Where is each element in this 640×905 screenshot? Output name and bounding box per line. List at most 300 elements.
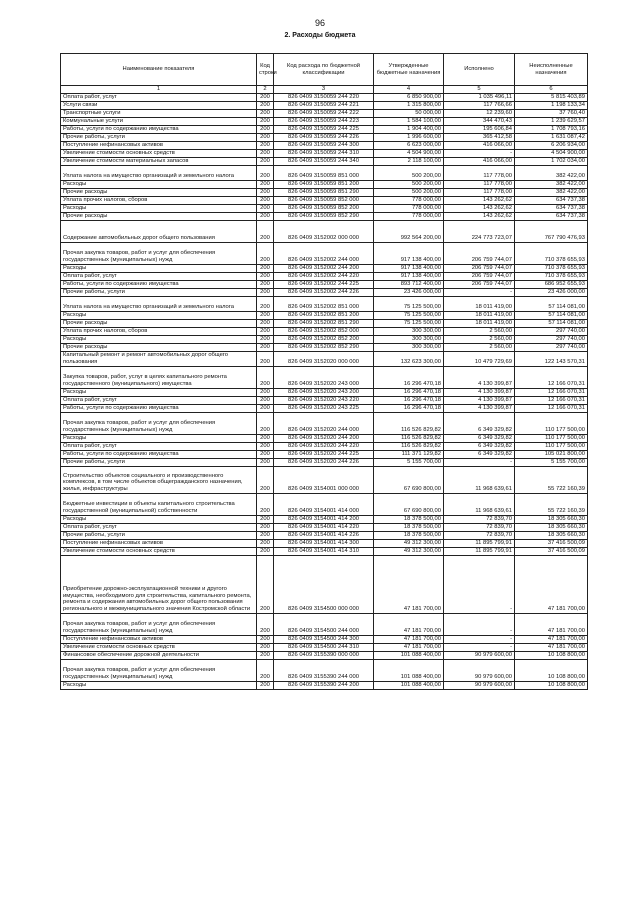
row-line-code: 200 bbox=[257, 288, 274, 296]
row-done: 4 130 399,87 bbox=[444, 388, 515, 396]
row-approved: 917 138 400,00 bbox=[374, 242, 444, 264]
row-left: 47 181 700,00 bbox=[515, 643, 588, 651]
row-line-code: 200 bbox=[257, 659, 274, 681]
row-done: 206 759 744,07 bbox=[444, 280, 515, 288]
row-name: Прочие работы, услуги bbox=[61, 531, 257, 539]
table-row bbox=[61, 366, 588, 388]
row-approved: 132 623 300,00 bbox=[374, 351, 444, 366]
row-approved: 47 181 700,00 bbox=[374, 635, 444, 643]
table-row bbox=[61, 196, 588, 204]
row-name: Прочие расходы bbox=[61, 188, 257, 196]
table-row bbox=[61, 523, 588, 531]
row-approved: 992 564 200,00 bbox=[374, 220, 444, 242]
row-name: Работы, услуги по содержанию имущества bbox=[61, 450, 257, 458]
row-approved: 1 904 400,00 bbox=[374, 125, 444, 133]
table-row bbox=[61, 450, 588, 458]
row-approved: 18 378 500,00 bbox=[374, 515, 444, 523]
row-approved: 75 125 500,00 bbox=[374, 311, 444, 319]
row-approved: 300 300,00 bbox=[374, 335, 444, 343]
table-row bbox=[61, 434, 588, 442]
row-line-code: 200 bbox=[257, 149, 274, 157]
row-left: 122 143 570,31 bbox=[515, 351, 588, 366]
row-left: 18 305 660,30 bbox=[515, 523, 588, 531]
table-row bbox=[61, 643, 588, 651]
row-left: 55 722 160,39 bbox=[515, 493, 588, 515]
row-left: 110 177 500,00 bbox=[515, 442, 588, 450]
section-title: 2. Расходы бюджета bbox=[284, 32, 356, 39]
row-line-code: 200 bbox=[257, 101, 274, 109]
row-approved: 47 181 700,00 bbox=[374, 555, 444, 613]
row-done: 18 011 419,00 bbox=[444, 311, 515, 319]
row-name: Работы, услуги по содержанию имущества bbox=[61, 125, 257, 133]
row-line-code: 200 bbox=[257, 539, 274, 547]
row-name: Оплата работ, услуг bbox=[61, 93, 257, 101]
row-name: Прочая закупка товаров, работ и услуг для обеспечения государственных (муниципальных) нужд bbox=[61, 242, 257, 264]
row-left: 1 708 793,16 bbox=[515, 125, 588, 133]
column-number: 2 bbox=[257, 86, 274, 94]
row-approved: 500 200,00 bbox=[374, 180, 444, 188]
table-row bbox=[61, 311, 588, 319]
row-done: 11 968 639,61 bbox=[444, 466, 515, 493]
row-left: 5 155 700,00 bbox=[515, 458, 588, 466]
row-done: 90 979 600,00 bbox=[444, 659, 515, 681]
table-row bbox=[61, 651, 588, 659]
row-done: - bbox=[444, 643, 515, 651]
table-row bbox=[61, 531, 588, 539]
row-left: 12 166 070,31 bbox=[515, 366, 588, 388]
row-kbk: 826 0409 3152020 244 226 bbox=[274, 458, 374, 466]
row-line-code: 200 bbox=[257, 196, 274, 204]
row-done: 18 011 419,00 bbox=[444, 319, 515, 327]
page-number: 96 bbox=[314, 18, 325, 28]
row-line-code: 200 bbox=[257, 125, 274, 133]
row-line-code: 200 bbox=[257, 450, 274, 458]
table-row bbox=[61, 493, 588, 515]
column-number: 1 bbox=[61, 86, 257, 94]
row-name: Бюджетные инвестиции в объекты капитального строительства государственной (муниципальной) собственности bbox=[61, 493, 257, 515]
row-line-code: 200 bbox=[257, 220, 274, 242]
row-name: Оплата работ, услуг bbox=[61, 272, 257, 280]
row-name: Увеличение стоимости основных средств bbox=[61, 643, 257, 651]
row-left: 10 108 800,00 bbox=[515, 651, 588, 659]
row-line-code: 200 bbox=[257, 141, 274, 149]
row-kbk: 826 0409 3154001 414 200 bbox=[274, 515, 374, 523]
row-left: 1 631 087,42 bbox=[515, 133, 588, 141]
row-kbk: 826 0409 3152020 244 220 bbox=[274, 442, 374, 450]
row-approved: 116 526 829,82 bbox=[374, 442, 444, 450]
row-done: 4 130 399,87 bbox=[444, 404, 515, 412]
row-approved: 50 000,00 bbox=[374, 109, 444, 117]
row-done: 206 759 744,07 bbox=[444, 272, 515, 280]
table-row bbox=[61, 101, 588, 109]
row-name: Уплата налога на имущество организаций и земельного налога bbox=[61, 165, 257, 180]
row-kbk: 826 0409 3150059 244 226 bbox=[274, 133, 374, 141]
row-left: 297 740,00 bbox=[515, 343, 588, 351]
row-name: Расходы bbox=[61, 204, 257, 212]
row-line-code: 200 bbox=[257, 555, 274, 613]
row-done: 6 349 329,82 bbox=[444, 442, 515, 450]
table-row bbox=[61, 555, 588, 613]
row-approved: 300 300,00 bbox=[374, 327, 444, 335]
table-row bbox=[61, 335, 588, 343]
row-line-code: 200 bbox=[257, 351, 274, 366]
row-done: 1 035 496,11 bbox=[444, 93, 515, 101]
row-name: Прочие работы, услуги bbox=[61, 133, 257, 141]
row-approved: 16 296 470,18 bbox=[374, 388, 444, 396]
row-approved: 6 623 000,00 bbox=[374, 141, 444, 149]
row-name: Прочая закупка товаров, работ и услуг для обеспечения государственных (муниципальных) нужд bbox=[61, 412, 257, 434]
row-kbk: 826 0409 3152020 243 000 bbox=[274, 366, 374, 388]
row-approved: 75 125 500,00 bbox=[374, 319, 444, 327]
row-done: 365 412,58 bbox=[444, 133, 515, 141]
row-left: 105 021 800,00 bbox=[515, 450, 588, 458]
row-name: Поступление нефинансовых активов bbox=[61, 635, 257, 643]
row-left: 634 737,38 bbox=[515, 212, 588, 220]
row-approved: 917 138 400,00 bbox=[374, 272, 444, 280]
header-left: Неисполненные назначения bbox=[515, 54, 588, 86]
row-done: - bbox=[444, 288, 515, 296]
row-name: Прочие работы, услуги bbox=[61, 288, 257, 296]
row-approved: 111 371 129,82 bbox=[374, 450, 444, 458]
row-approved: 500 200,00 bbox=[374, 188, 444, 196]
row-line-code: 200 bbox=[257, 493, 274, 515]
row-left: 10 108 800,00 bbox=[515, 659, 588, 681]
row-approved: 75 125 500,00 bbox=[374, 296, 444, 311]
row-name: Увеличение стоимости основных средств bbox=[61, 149, 257, 157]
row-kbk: 826 0409 3154001 414 000 bbox=[274, 493, 374, 515]
table-row bbox=[61, 659, 588, 681]
row-kbk: 826 0409 3152002 244 225 bbox=[274, 280, 374, 288]
row-line-code: 200 bbox=[257, 388, 274, 396]
row-done: 11 968 639,61 bbox=[444, 493, 515, 515]
table-body bbox=[61, 93, 588, 689]
table-row bbox=[61, 125, 588, 133]
row-done: 117 778,00 bbox=[444, 180, 515, 188]
row-line-code: 200 bbox=[257, 212, 274, 220]
row-done: 10 479 729,69 bbox=[444, 351, 515, 366]
row-kbk: 826 0409 3150059 851 290 bbox=[274, 188, 374, 196]
row-kbk: 826 0409 3150059 244 310 bbox=[274, 149, 374, 157]
row-done: 2 560,00 bbox=[444, 327, 515, 335]
row-name: Увеличение стоимости основных средств bbox=[61, 547, 257, 555]
row-approved: 5 155 700,00 bbox=[374, 458, 444, 466]
row-line-code: 200 bbox=[257, 466, 274, 493]
row-kbk: 826 0409 3154001 414 220 bbox=[274, 523, 374, 531]
row-line-code: 200 bbox=[257, 188, 274, 196]
row-line-code: 200 bbox=[257, 335, 274, 343]
column-number: 6 bbox=[515, 86, 588, 94]
table-row bbox=[61, 343, 588, 351]
row-left: 4 504 900,00 bbox=[515, 149, 588, 157]
row-done: 2 560,00 bbox=[444, 343, 515, 351]
row-approved: 893 712 400,00 bbox=[374, 280, 444, 288]
row-approved: 2 118 100,00 bbox=[374, 157, 444, 165]
table-row bbox=[61, 404, 588, 412]
row-left: 47 181 700,00 bbox=[515, 555, 588, 613]
row-left: 12 166 070,31 bbox=[515, 396, 588, 404]
table-row bbox=[61, 272, 588, 280]
row-approved: 300 300,00 bbox=[374, 343, 444, 351]
row-line-code: 200 bbox=[257, 458, 274, 466]
row-left: 710 378 655,93 bbox=[515, 242, 588, 264]
row-approved: 49 312 300,00 bbox=[374, 539, 444, 547]
row-name: Прочие расходы bbox=[61, 343, 257, 351]
row-kbk: 826 0409 3150059 244 225 bbox=[274, 125, 374, 133]
table-row bbox=[61, 242, 588, 264]
row-done: 6 349 329,82 bbox=[444, 434, 515, 442]
row-done: 11 895 799,91 bbox=[444, 539, 515, 547]
table-row bbox=[61, 220, 588, 242]
row-done: 143 262,62 bbox=[444, 196, 515, 204]
row-kbk: 826 0409 3152002 244 200 bbox=[274, 264, 374, 272]
row-name: Расходы bbox=[61, 335, 257, 343]
column-number: 4 bbox=[374, 86, 444, 94]
row-name: Поступление нефинансовых активов bbox=[61, 141, 257, 149]
row-kbk: 826 0409 3152020 243 200 bbox=[274, 388, 374, 396]
row-name: Коммунальные услуги bbox=[61, 117, 257, 125]
row-done: 143 262,62 bbox=[444, 204, 515, 212]
row-line-code: 200 bbox=[257, 515, 274, 523]
row-name: Прочая закупка товаров, работ и услуг для обеспечения государственных (муниципальных) нужд bbox=[61, 613, 257, 635]
row-left: 767 790 476,93 bbox=[515, 220, 588, 242]
row-approved: 1 996 600,00 bbox=[374, 133, 444, 141]
row-line-code: 200 bbox=[257, 311, 274, 319]
row-name: Прочая закупка товаров, работ и услуг для обеспечения государственных (муниципальных) нужд bbox=[61, 659, 257, 681]
row-line-code: 200 bbox=[257, 242, 274, 264]
row-left: 1 239 629,57 bbox=[515, 117, 588, 125]
row-kbk: 826 0409 3152020 244 225 bbox=[274, 450, 374, 458]
row-kbk: 826 0409 3154001 414 226 bbox=[274, 531, 374, 539]
row-name: Уплата прочих налогов, сборов bbox=[61, 327, 257, 335]
table-row bbox=[61, 264, 588, 272]
row-line-code: 200 bbox=[257, 109, 274, 117]
row-line-code: 200 bbox=[257, 442, 274, 450]
row-left: 6 206 934,00 bbox=[515, 141, 588, 149]
row-done: 117 778,00 bbox=[444, 165, 515, 180]
row-line-code: 200 bbox=[257, 343, 274, 351]
table-row bbox=[61, 466, 588, 493]
table-row bbox=[61, 188, 588, 196]
table-row bbox=[61, 396, 588, 404]
row-approved: 4 504 900,00 bbox=[374, 149, 444, 157]
row-left: 297 740,00 bbox=[515, 335, 588, 343]
row-left: 1 198 133,34 bbox=[515, 101, 588, 109]
row-name: Расходы bbox=[61, 311, 257, 319]
row-left: 382 422,00 bbox=[515, 188, 588, 196]
row-left: 686 952 655,93 bbox=[515, 280, 588, 288]
row-left: 55 722 160,39 bbox=[515, 466, 588, 493]
table-row bbox=[61, 288, 588, 296]
row-kbk: 826 0409 3152002 244 000 bbox=[274, 242, 374, 264]
row-done: - bbox=[444, 458, 515, 466]
table-row bbox=[61, 635, 588, 643]
row-approved: 47 181 700,00 bbox=[374, 643, 444, 651]
row-line-code: 200 bbox=[257, 180, 274, 188]
row-line-code: 200 bbox=[257, 366, 274, 388]
row-name: Прочие расходы bbox=[61, 319, 257, 327]
row-line-code: 200 bbox=[257, 264, 274, 272]
row-name: Работы, услуги по содержанию имущества bbox=[61, 280, 257, 288]
row-done: 6 349 329,82 bbox=[444, 412, 515, 434]
row-kbk: 826 0409 3154500 000 000 bbox=[274, 555, 374, 613]
row-approved: 778 000,00 bbox=[374, 212, 444, 220]
table-row bbox=[61, 109, 588, 117]
row-kbk: 826 0409 3150059 244 221 bbox=[274, 101, 374, 109]
row-approved: 49 312 300,00 bbox=[374, 547, 444, 555]
row-approved: 67 690 800,00 bbox=[374, 493, 444, 515]
row-kbk: 826 0409 3154500 244 300 bbox=[274, 635, 374, 643]
row-line-code: 200 bbox=[257, 681, 274, 689]
row-name: Расходы bbox=[61, 515, 257, 523]
row-approved: 47 181 700,00 bbox=[374, 613, 444, 635]
row-kbk: 826 0409 3150059 852 200 bbox=[274, 204, 374, 212]
row-approved: 16 296 470,18 bbox=[374, 404, 444, 412]
row-kbk: 826 0409 3152002 851 290 bbox=[274, 319, 374, 327]
row-kbk: 826 0409 3152002 000 000 bbox=[274, 220, 374, 242]
row-approved: 101 088 400,00 bbox=[374, 659, 444, 681]
row-line-code: 200 bbox=[257, 165, 274, 180]
row-name: Прочие работы, услуги bbox=[61, 458, 257, 466]
table-row bbox=[61, 539, 588, 547]
row-done: 416 066,00 bbox=[444, 157, 515, 165]
row-done: 117 778,00 bbox=[444, 188, 515, 196]
table-row bbox=[61, 141, 588, 149]
row-approved: 1 584 100,00 bbox=[374, 117, 444, 125]
row-kbk: 826 0409 3152002 851 000 bbox=[274, 296, 374, 311]
row-approved: 500 200,00 bbox=[374, 165, 444, 180]
row-name: Строительство объектов социального и производственного комплексов, в том числе объектов общегражданского назначения, жилья, инфраструктуры bbox=[61, 466, 257, 493]
table-row bbox=[61, 351, 588, 366]
table-row bbox=[61, 319, 588, 327]
row-kbk: 826 0409 3154500 244 000 bbox=[274, 613, 374, 635]
row-done: 206 759 744,07 bbox=[444, 242, 515, 264]
row-approved: 16 296 470,18 bbox=[374, 366, 444, 388]
row-left: 37 416 500,09 bbox=[515, 547, 588, 555]
row-left: 18 305 660,30 bbox=[515, 531, 588, 539]
row-line-code: 200 bbox=[257, 635, 274, 643]
table-row bbox=[61, 180, 588, 188]
row-line-code: 200 bbox=[257, 643, 274, 651]
row-line-code: 200 bbox=[257, 327, 274, 335]
row-left: 57 114 081,00 bbox=[515, 311, 588, 319]
table-row bbox=[61, 93, 588, 101]
row-done: 11 895 799,91 bbox=[444, 547, 515, 555]
table-row bbox=[61, 117, 588, 125]
column-number: 3 bbox=[274, 86, 374, 94]
row-kbk: 826 0409 3155390 000 000 bbox=[274, 651, 374, 659]
row-name: Работы, услуги по содержанию имущества bbox=[61, 404, 257, 412]
row-left: 12 166 070,31 bbox=[515, 404, 588, 412]
table-row bbox=[61, 157, 588, 165]
row-left: 37 760,40 bbox=[515, 109, 588, 117]
row-left: 634 737,38 bbox=[515, 204, 588, 212]
row-approved: 6 850 900,00 bbox=[374, 93, 444, 101]
row-kbk: 826 0409 3154001 414 310 bbox=[274, 547, 374, 555]
row-done: 72 839,70 bbox=[444, 515, 515, 523]
table-row bbox=[61, 133, 588, 141]
row-name: Уплата прочих налогов, сборов bbox=[61, 196, 257, 204]
header-approved: Утвержденные бюджетные назначения bbox=[374, 54, 444, 86]
row-approved: 917 138 400,00 bbox=[374, 264, 444, 272]
row-line-code: 200 bbox=[257, 117, 274, 125]
row-name: Прочие расходы bbox=[61, 212, 257, 220]
row-kbk: 826 0409 3152020 243 220 bbox=[274, 396, 374, 404]
row-line-code: 200 bbox=[257, 133, 274, 141]
table-row bbox=[61, 442, 588, 450]
row-approved: 16 296 470,18 bbox=[374, 396, 444, 404]
row-left: 5 815 403,89 bbox=[515, 93, 588, 101]
table-row bbox=[61, 296, 588, 311]
row-left: 10 108 800,00 bbox=[515, 681, 588, 689]
table-row bbox=[61, 280, 588, 288]
row-done: 4 130 399,87 bbox=[444, 366, 515, 388]
row-approved: 101 088 400,00 bbox=[374, 651, 444, 659]
row-done: 12 239,60 bbox=[444, 109, 515, 117]
row-line-code: 200 bbox=[257, 157, 274, 165]
row-approved: 23 426 000,00 bbox=[374, 288, 444, 296]
row-name: Оплата работ, услуг bbox=[61, 523, 257, 531]
row-line-code: 200 bbox=[257, 531, 274, 539]
table-row bbox=[61, 165, 588, 180]
row-left: 57 114 081,00 bbox=[515, 319, 588, 327]
row-left: 12 166 070,31 bbox=[515, 388, 588, 396]
row-done: 72 839,70 bbox=[444, 531, 515, 539]
row-done: 90 979 600,00 bbox=[444, 651, 515, 659]
row-line-code: 200 bbox=[257, 412, 274, 434]
row-left: 110 177 500,00 bbox=[515, 412, 588, 434]
header-kbk: Код расхода по бюджетной классификации bbox=[274, 54, 374, 86]
row-kbk: 826 0409 3152002 244 226 bbox=[274, 288, 374, 296]
row-kbk: 826 0409 3150059 851 000 bbox=[274, 165, 374, 180]
row-done: 143 262,62 bbox=[444, 212, 515, 220]
row-done: - bbox=[444, 149, 515, 157]
row-done: 72 839,70 bbox=[444, 523, 515, 531]
row-name: Поступление нефинансовых активов bbox=[61, 539, 257, 547]
row-kbk: 826 0409 3152002 244 220 bbox=[274, 272, 374, 280]
row-line-code: 200 bbox=[257, 272, 274, 280]
row-kbk: 826 0409 3152002 852 000 bbox=[274, 327, 374, 335]
row-done: 344 470,43 bbox=[444, 117, 515, 125]
header-line-code: Код строки bbox=[257, 54, 274, 86]
row-line-code: 200 bbox=[257, 204, 274, 212]
row-kbk: 826 0409 3152020 243 225 bbox=[274, 404, 374, 412]
row-line-code: 200 bbox=[257, 547, 274, 555]
row-left: 710 378 655,93 bbox=[515, 264, 588, 272]
table-row bbox=[61, 149, 588, 157]
row-approved: 116 526 829,82 bbox=[374, 434, 444, 442]
row-kbk: 826 0409 3150059 244 340 bbox=[274, 157, 374, 165]
row-name: Оплата работ, услуг bbox=[61, 396, 257, 404]
row-done: - bbox=[444, 555, 515, 613]
row-name: Содержание автомобильных дорог общего пользования bbox=[61, 220, 257, 242]
row-name: Финансовое обеспечение дорожной деятельности bbox=[61, 651, 257, 659]
table-row bbox=[61, 613, 588, 635]
row-name: Расходы bbox=[61, 681, 257, 689]
row-approved: 1 315 800,00 bbox=[374, 101, 444, 109]
column-number: 5 bbox=[444, 86, 515, 94]
row-left: 1 702 034,00 bbox=[515, 157, 588, 165]
row-name: Закупка товаров, работ, услуг в целях капитального ремонта государственного (муниципального) имущества bbox=[61, 366, 257, 388]
row-line-code: 200 bbox=[257, 613, 274, 635]
row-name: Расходы bbox=[61, 180, 257, 188]
row-left: 382 422,00 bbox=[515, 180, 588, 188]
row-kbk: 826 0409 3152002 851 200 bbox=[274, 311, 374, 319]
row-kbk: 826 0409 3154001 000 000 bbox=[274, 466, 374, 493]
table-row bbox=[61, 681, 588, 689]
row-done: - bbox=[444, 613, 515, 635]
table-row bbox=[61, 204, 588, 212]
row-approved: 18 378 500,00 bbox=[374, 523, 444, 531]
